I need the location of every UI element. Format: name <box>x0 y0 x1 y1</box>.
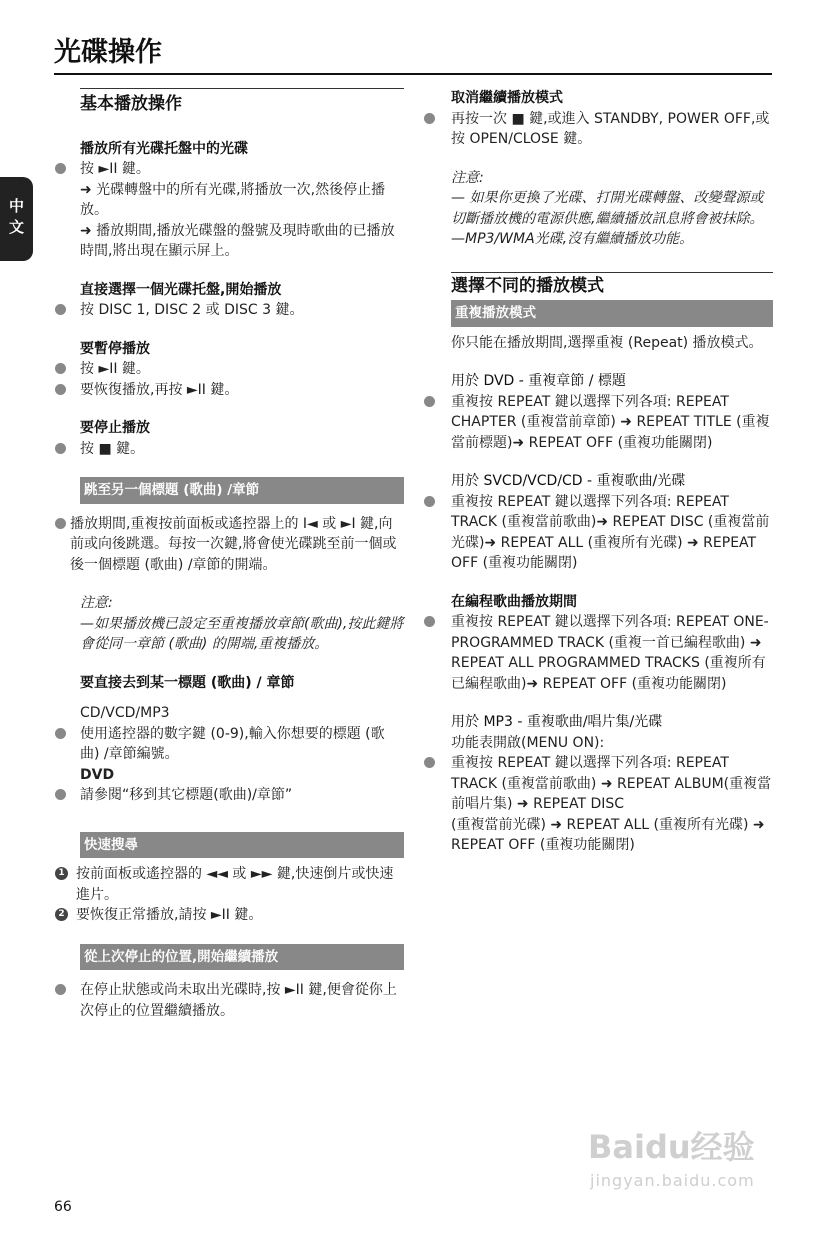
section-heading: 基本播放操作 <box>80 88 404 117</box>
subheading: 在編程歌曲播放期間 <box>451 593 577 610</box>
note-label: 注意: <box>451 169 484 186</box>
left-column <box>54 88 404 1021</box>
subheading: 要直接去到某一標題 (歌曲) / 章節 <box>80 674 295 691</box>
list-item: 按 ►II 鍵。 <box>54 159 404 180</box>
bullet-icon <box>55 384 66 395</box>
result-text: ➜ 播放期間,播放光碟盤的盤號及現時歌曲的已播放時間,將出現在顯示屏上。 <box>80 222 395 259</box>
bullet-icon <box>55 443 66 454</box>
bullet-icon <box>424 113 435 124</box>
subheading: 要暫停播放 <box>80 340 150 357</box>
baidu-watermark: Baidu经验 jingyan.baidu.com <box>588 1130 755 1198</box>
note-text: —MP3/WMA光碟,沒有繼續播放功能。 <box>451 231 694 247</box>
result-text: ➜ 光碟轉盤中的所有光碟,將播放一次,然後停止播放。 <box>80 181 386 218</box>
title-rule <box>54 73 772 75</box>
note-text: — 如果你更換了光碟、打開光碟轉盤、改變聲源或切斷播放機的電源供應,繼續播放訊息將會被抹除。 <box>451 190 764 227</box>
list-item: 在停止狀態或尚未取出光碟時,按 ►II 鍵,便會從你上次停止的位置繼續播放。 <box>54 980 404 1021</box>
list-item: 重複按 REPEAT 鍵以選擇下列各項: REPEAT ONE-PROGRAMMED TRACK (重複一首已編程歌曲) ➜ REPEAT ALL PROGRAMMED TRACKS (重複所有已編程歌曲)➜ REPEAT OFF (重複功能關閉) <box>423 612 773 694</box>
list-item: 按 ►II 鍵。 <box>54 359 404 380</box>
format-label: CD/VCD/MP3 <box>80 705 170 721</box>
language-tab: 中文 <box>0 177 33 261</box>
list-item: 重複按 REPEAT 鍵以選擇下列各項: REPEAT TRACK (重複當前歌曲) ➜ REPEAT ALBUM(重複當前唱片集) ➜ REPEAT DISC <box>423 753 773 815</box>
section-bar: 重複播放模式 <box>451 300 773 327</box>
step-number: 2 <box>55 908 68 921</box>
section-heading: 選擇不同的播放模式 <box>451 272 773 301</box>
page-number: 66 <box>54 1199 72 1215</box>
list-item: 請參閱“移到其它標題(歌曲)/章節” <box>54 785 404 806</box>
bullet-icon <box>55 518 66 529</box>
list-item: 使用遙控器的數字鍵 (0-9),輸入你想要的標題 (歌曲) /章節編號。 <box>54 724 404 765</box>
subheading: 播放所有光碟托盤中的光碟 <box>80 140 248 157</box>
list-item: 按 DISC 1, DISC 2 或 DISC 3 鍵。 <box>54 300 404 321</box>
right-column <box>423 88 773 856</box>
bullet-icon <box>55 789 66 800</box>
format-label: DVD <box>80 766 115 783</box>
list-item: 按 ■ 鍵。 <box>54 439 404 460</box>
subheading: 要停止播放 <box>80 420 150 436</box>
list-item: 1 按前面板或遙控器的 ◄◄ 或 ►► 鍵,快速倒片或快速進片。 <box>54 864 404 905</box>
bullet-icon <box>424 616 435 627</box>
bullet-icon <box>55 163 66 174</box>
subheading: 取消繼續播放模式 <box>451 90 563 106</box>
list-item: 2 要恢復正常播放,請按 ►II 鍵。 <box>54 905 404 926</box>
page-title: 光碟操作 <box>54 37 162 68</box>
watermark-url: jingyan.baidu.com <box>590 1171 755 1190</box>
bullet-icon <box>55 728 66 739</box>
bullet-icon <box>55 304 66 315</box>
menu-state: 功能表開啟(MENU ON): <box>451 734 605 751</box>
note-text: —如果播放機已設定至重複播放章節(歌曲),按此鍵將會從同一章節 (歌曲) 的開端,重複播放。 <box>80 615 404 652</box>
bullet-icon <box>424 757 435 768</box>
step-number: 1 <box>55 867 68 880</box>
list-item: 重複按 REPEAT 鍵以選擇下列各項: REPEAT CHAPTER (重複當前章節) ➜ REPEAT TITLE (重複當前標題)➜ REPEAT OFF (重複功能關閉) <box>423 392 773 454</box>
note-label: 注意: <box>80 595 113 611</box>
subheading: 直接選擇一個光碟托盤,開始播放 <box>80 281 282 298</box>
list-item: 再按一次 ■ 鍵,或進入 STANDBY, POWER OFF,或按 OPEN/CLOSE 鍵。 <box>423 109 773 150</box>
section-bar: 從上次停止的位置,開始繼續播放 <box>80 944 404 971</box>
bullet-icon <box>424 496 435 507</box>
bullet-icon <box>55 984 66 995</box>
list-item: 要恢復播放,再按 ►II 鍵。 <box>54 380 404 401</box>
list-continuation: (重複當前光碟) ➜ REPEAT ALL (重複所有光碟) ➜ REPEAT OFF (重複功能關閉) <box>451 816 765 853</box>
subheading: 用於 DVD - 重複章節 / 標題 <box>451 373 626 389</box>
intro-text: 你只能在播放期間,選擇重複 (Repeat) 播放模式。 <box>451 334 763 351</box>
bullet-icon <box>424 396 435 407</box>
list-item: 重複按 REPEAT 鍵以選擇下列各項: REPEAT TRACK (重複當前歌曲)➜ REPEAT DISC (重複當前光碟)➜ REPEAT ALL (重複所有光碟) ➜ REPEAT OFF (重複功能關閉) <box>423 492 773 574</box>
bullet-icon <box>55 363 66 374</box>
list-item: 播放期間,重複按前面板或遙控器上的 I◄ 或 ►I 鍵,向前或向後跳選。每按一次鍵,將會使光碟跳至前一個或後一個標題 (歌曲) /章節的開端。 <box>54 514 404 576</box>
section-bar: 跳至另一個標題 (歌曲) /章節 <box>80 477 404 504</box>
subheading: 用於 MP3 - 重複歌曲/唱片集/光碟 <box>451 714 663 730</box>
subheading: 用於 SVCD/VCD/CD - 重複歌曲/光碟 <box>451 473 686 489</box>
section-bar: 快速搜尋 <box>80 832 404 859</box>
